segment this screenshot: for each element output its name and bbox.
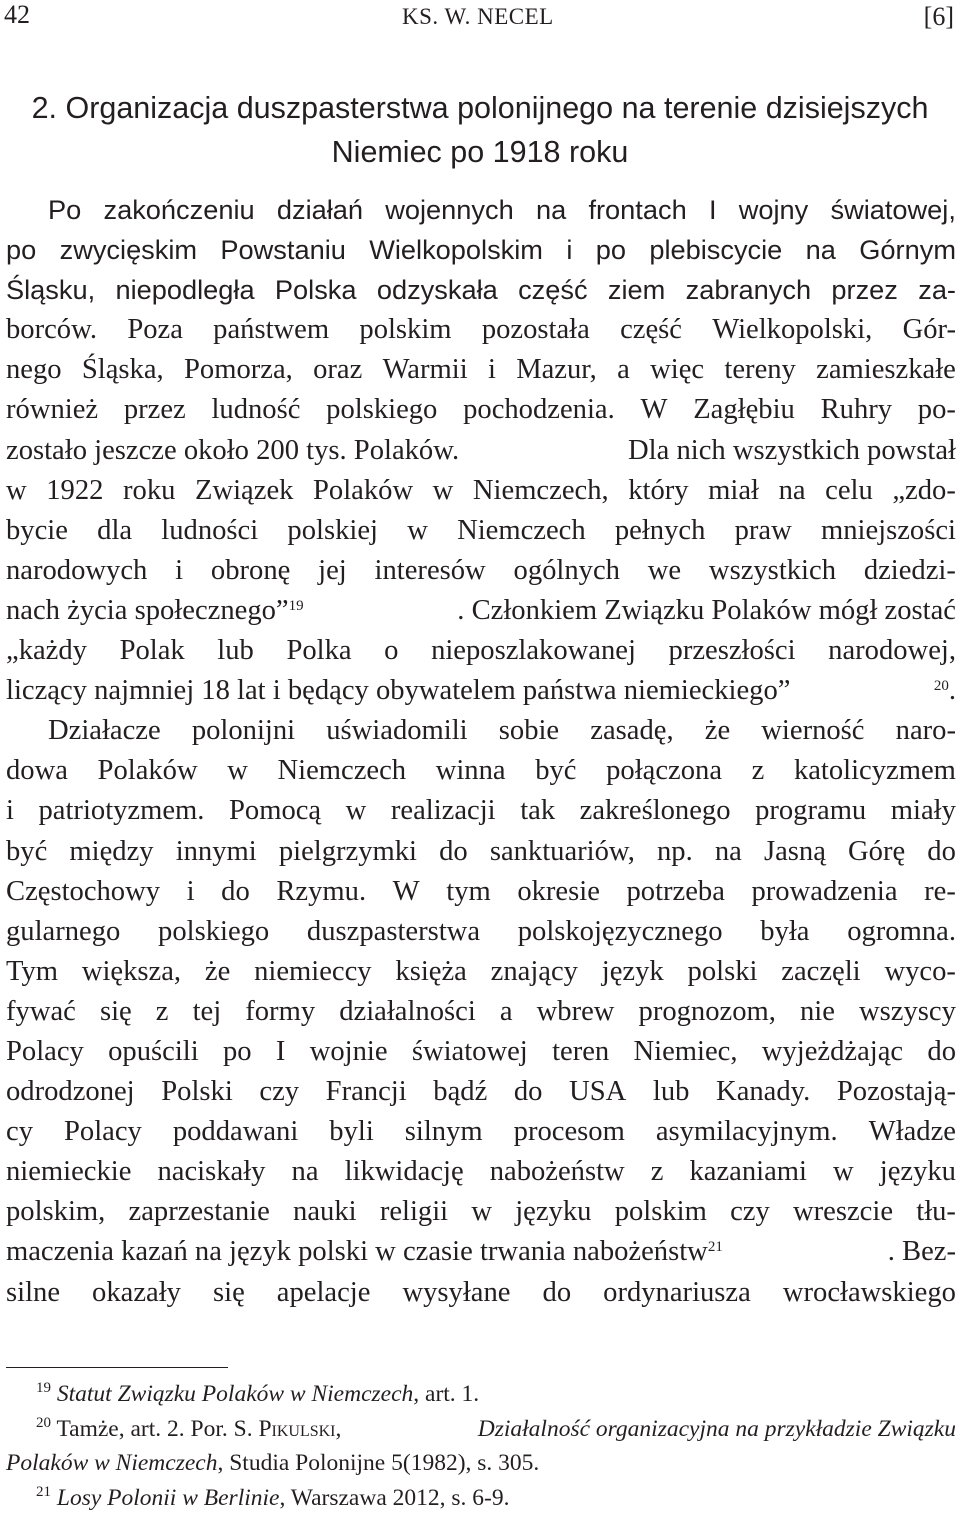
word: również — [6, 390, 98, 430]
word: wszystkich — [709, 551, 836, 591]
word: tłu- — [916, 1192, 956, 1232]
word: i — [187, 872, 195, 912]
word: ogromna. — [847, 912, 956, 952]
word: oraz — [313, 350, 362, 390]
word: się — [100, 992, 132, 1032]
word: Zagłębiu — [693, 390, 795, 430]
word: narodowych — [6, 551, 147, 591]
word: i — [6, 791, 14, 831]
word: zwycięskim — [60, 230, 197, 270]
word: Polaków — [98, 751, 198, 791]
text-line — [6, 872, 956, 912]
text-line — [6, 832, 956, 872]
word: ludności — [161, 511, 258, 551]
word: za- — [918, 270, 956, 310]
word: zasadę, — [590, 711, 673, 751]
word: tak — [520, 791, 555, 831]
word: dziedzi- — [864, 551, 956, 591]
word: do — [221, 872, 250, 912]
text-line — [6, 1112, 956, 1152]
section-ref: [6] — [924, 2, 954, 32]
word: pochodzenia. — [463, 390, 615, 430]
word: miał — [708, 471, 759, 511]
text-line — [6, 1152, 956, 1192]
word: w — [407, 511, 428, 551]
word: Tym — [6, 952, 58, 992]
word: zabranych — [686, 270, 811, 310]
word: dla — [97, 511, 132, 551]
word: Polka — [286, 631, 351, 671]
word: działalności — [339, 992, 476, 1032]
word: Polska — [275, 270, 357, 310]
text-line — [6, 751, 956, 791]
word: ziem — [608, 270, 665, 310]
footnote-text: Tamże, art. 2. Por. S. — [56, 1416, 252, 1442]
word: Polacy — [64, 1112, 142, 1152]
word: w — [433, 471, 454, 511]
word: we — [648, 551, 681, 591]
section-title — [0, 86, 960, 174]
word: jej — [318, 551, 347, 591]
text-fragment: nach życia społecznego” — [6, 595, 289, 626]
footnote-title: Działalność organizacyjna na przykładzie Związku — [478, 1412, 956, 1447]
footnote-20 — [6, 1412, 956, 1447]
text-line — [6, 1072, 956, 1112]
word: a — [500, 992, 513, 1032]
word: polskiego — [326, 390, 437, 430]
word: prowadzenia — [751, 872, 897, 912]
word: Górnym — [859, 230, 956, 270]
word: czy — [259, 1072, 299, 1112]
word: cy — [6, 1112, 33, 1152]
word: silnym — [405, 1112, 483, 1152]
word: do — [514, 1072, 543, 1112]
word: który — [628, 471, 688, 511]
word: teren — [552, 1032, 609, 1072]
text-span: . Członkiem Związku Polaków mógł zostać — [457, 591, 956, 631]
word: procesom — [514, 1112, 625, 1152]
word: Związek — [195, 471, 293, 511]
word: niepodległa — [115, 270, 254, 310]
footnote-number: 20 — [36, 1415, 51, 1431]
word: na — [536, 190, 566, 230]
word: 1922 — [46, 471, 103, 511]
word: działań — [277, 190, 363, 230]
word: o — [384, 631, 398, 671]
word: światowej, — [830, 190, 955, 230]
text-line — [6, 631, 956, 671]
word: Polacy — [6, 1032, 84, 1072]
word: Pomocą — [229, 791, 321, 831]
page-number: 42 — [4, 0, 30, 30]
footnote-lead: $^{20}$ Tamże, art. 2. Por. S. Pikulski, — [36, 1412, 341, 1447]
word: nabożeństw — [490, 1152, 625, 1192]
word: język — [602, 952, 664, 992]
word: większa, — [82, 952, 181, 992]
footnote-ref: 20 — [934, 678, 949, 694]
footnote-text: , Warszawa 2012, s. 6-9. — [279, 1485, 509, 1511]
word: wszyscy — [859, 992, 956, 1032]
word: Polaków — [313, 471, 413, 511]
footnote-title: Losy Polonii w Berlinie — [57, 1485, 280, 1511]
text-line — [6, 551, 956, 591]
word: między — [69, 832, 153, 872]
word: w — [227, 751, 248, 791]
word: celu — [825, 471, 873, 511]
text-span: . Bez- — [888, 1232, 956, 1272]
word: więc — [650, 350, 704, 390]
word: w — [833, 1152, 854, 1192]
footnote-21 — [6, 1481, 956, 1515]
word: nego — [6, 350, 62, 390]
word: fywać — [6, 992, 76, 1032]
word: wojnie — [310, 1032, 388, 1072]
word: się — [213, 1273, 245, 1313]
word: religii — [380, 1192, 448, 1232]
word: kazaniami — [690, 1152, 808, 1192]
word: polskojęzycznego — [518, 912, 723, 952]
word: Śląska, — [82, 350, 164, 390]
word: plebiscycie — [649, 230, 782, 270]
text-line — [6, 791, 956, 831]
word: część — [620, 310, 682, 350]
word: naciskały — [157, 1152, 265, 1192]
word: W — [640, 390, 667, 430]
footnote-ref: 19 — [289, 598, 304, 614]
text-span — [6, 591, 304, 631]
word: ogólnych — [514, 551, 620, 591]
text-line — [6, 431, 956, 471]
word: USA — [569, 1072, 626, 1112]
word: „każdy — [6, 631, 87, 671]
word: Pomorza, — [184, 350, 293, 390]
word: miały — [891, 791, 956, 831]
word: na — [715, 832, 742, 872]
word: niemieckie — [6, 1152, 131, 1192]
word: Gór- — [903, 310, 956, 350]
word: I — [709, 190, 717, 230]
word: Polski — [161, 1072, 233, 1112]
text-line — [6, 952, 956, 992]
word: pozostała — [482, 310, 590, 350]
word: Niemczech — [457, 511, 586, 551]
word: państwem — [213, 310, 329, 350]
word: roku — [123, 471, 175, 511]
section-title-line: 2. Organizacja duszpasterstwa polonijnego na terenie dzisiejszych — [0, 86, 960, 130]
word: asymilacyjnym. — [656, 1112, 838, 1152]
word: na — [779, 471, 806, 511]
word: wyco- — [884, 952, 955, 992]
word: praw — [735, 511, 792, 551]
footnote-ref: 21 — [708, 1239, 723, 1255]
word: czy — [730, 1192, 770, 1232]
word: likwidację — [345, 1152, 464, 1192]
text-line — [6, 912, 956, 952]
word: zaprzestanie — [129, 1192, 270, 1232]
word: np. — [657, 832, 693, 872]
word: a — [617, 350, 630, 390]
word: do — [927, 832, 956, 872]
word: Rzymu. — [276, 872, 366, 912]
word: Polak — [120, 631, 185, 671]
section-title-line: Niemiec po 1918 roku — [0, 130, 960, 174]
word: tym — [446, 872, 490, 912]
word: pełnych — [615, 511, 706, 551]
word: do — [543, 1273, 572, 1313]
text-line — [6, 992, 956, 1032]
text-line — [6, 270, 956, 310]
text-line — [6, 310, 956, 350]
word: być — [535, 751, 576, 791]
text-line — [6, 711, 956, 751]
text-fragment: maczenia kazań na język polski w czasie trwania nabożeństw — [6, 1236, 708, 1267]
word: Wielkopolski, — [712, 310, 872, 350]
text-line — [6, 1192, 956, 1232]
word: języku — [515, 1192, 591, 1232]
word: programu — [755, 791, 866, 831]
word: patriotyzmem. — [39, 791, 205, 831]
word: księża — [395, 952, 466, 992]
word: winna — [436, 751, 506, 791]
word: przez — [124, 390, 186, 430]
page-header — [0, 0, 960, 40]
word: ordynariusza — [603, 1273, 751, 1313]
word: Niemczech — [278, 751, 407, 791]
text-line — [6, 190, 956, 230]
word: obronę — [211, 551, 290, 591]
word: lub — [217, 631, 254, 671]
word: na — [806, 230, 836, 270]
word: zakończeniu — [104, 190, 255, 230]
word: Mazur, — [516, 350, 597, 390]
word: z — [752, 751, 765, 791]
word: Pozostają- — [837, 1072, 956, 1112]
word: wbrew — [537, 992, 615, 1032]
word: przeszłości — [669, 631, 796, 671]
text-line — [6, 471, 956, 511]
word: ludność — [211, 390, 300, 430]
text-line — [6, 1032, 956, 1072]
word: apelacje — [277, 1273, 371, 1313]
word: polski — [688, 952, 758, 992]
word: uświadomili — [326, 711, 467, 751]
word: do — [927, 1032, 956, 1072]
text-span: Dla nich wszystkich powstał — [628, 431, 956, 471]
word: lub — [653, 1072, 690, 1112]
word: Po — [48, 190, 81, 230]
text-line — [6, 1232, 956, 1272]
word: i — [566, 230, 572, 270]
word: Częstochowy — [6, 872, 160, 912]
word: była — [760, 912, 809, 952]
word: odrodzonej — [6, 1072, 135, 1112]
word: Władze — [869, 1112, 956, 1152]
word: znający — [491, 952, 578, 992]
text-span: liczący najmniej 18 lat i będący obywatelem państwa niemieckiego” — [6, 671, 790, 711]
text-span — [6, 1232, 723, 1272]
word: silne — [6, 1273, 60, 1313]
word: sanktuariów, — [490, 832, 635, 872]
word: Działacze — [48, 711, 161, 751]
word: że — [705, 711, 730, 751]
word: i — [175, 551, 183, 591]
word: realizacji — [391, 791, 496, 831]
text-line — [6, 1273, 956, 1313]
word: niemieccy — [254, 952, 372, 992]
text-line — [6, 671, 956, 711]
word: pielgrzymki — [279, 832, 417, 872]
word: zamieszkałe — [816, 350, 956, 390]
footnote-text: , art. 1. — [413, 1381, 479, 1407]
footnote-title: Statut Związku Polaków w Niemczech — [57, 1381, 413, 1407]
word: po — [223, 1032, 252, 1072]
word: na — [292, 1152, 319, 1192]
word: opuścili — [108, 1032, 199, 1072]
word: część — [518, 270, 588, 310]
word: Śląsku, — [6, 270, 95, 310]
word: w — [6, 471, 27, 511]
word: tej — [193, 992, 222, 1032]
word: mniejszości — [821, 511, 956, 551]
word: frontach — [588, 190, 686, 230]
footnote-divider — [6, 1367, 228, 1368]
word: nauki — [293, 1192, 357, 1232]
word: że — [205, 952, 230, 992]
word: z — [156, 992, 169, 1032]
word: być — [6, 832, 47, 872]
word: w — [346, 791, 367, 831]
word: wyjeżdżając — [762, 1032, 903, 1072]
word: polskiej — [287, 511, 378, 551]
word: Powstaniu — [220, 230, 345, 270]
word: odzyskała — [377, 270, 498, 310]
word: gularnego — [6, 912, 120, 952]
word: prognozom, — [639, 992, 776, 1032]
word: nieposzlakowanej — [431, 631, 636, 671]
body-text — [6, 190, 956, 1313]
word: poddawani — [173, 1112, 298, 1152]
word: zakreślonego — [580, 791, 731, 831]
word: po — [596, 230, 626, 270]
word: interesów — [375, 551, 486, 591]
word: połączona — [606, 751, 722, 791]
word: nie — [800, 992, 835, 1032]
word: wierność — [761, 711, 864, 751]
word: Warmii — [383, 350, 468, 390]
word: Niemczech, — [473, 471, 609, 511]
word: po — [6, 230, 36, 270]
word: po- — [918, 390, 956, 430]
footnote-author: Pikulski — [258, 1416, 335, 1442]
footnote-title: Polaków w Niemczech — [6, 1450, 217, 1476]
word: Kanady. — [716, 1072, 810, 1112]
text-fragment: . — [949, 675, 956, 706]
word: wojny — [739, 190, 809, 230]
word: dowa — [6, 751, 68, 791]
footnote-text: , Studia Polonijne 5(1982), s. 305. — [217, 1450, 539, 1476]
word: potrzeba — [626, 872, 724, 912]
word: Francji — [326, 1072, 407, 1112]
word: wysyłane — [402, 1273, 510, 1313]
text-line — [6, 390, 956, 430]
word: byli — [329, 1112, 373, 1152]
text-span: zostało jeszcze około 200 tys. Polaków. — [6, 431, 459, 471]
word: Górę — [848, 832, 905, 872]
word: Wielkopolskim — [369, 230, 543, 270]
word: przez — [831, 270, 897, 310]
word: narodowej, — [828, 631, 956, 671]
word: okazały — [92, 1273, 181, 1313]
word: polskiego — [158, 912, 269, 952]
word: zaczęli — [781, 952, 860, 992]
word: formy — [245, 992, 315, 1032]
text-line — [6, 511, 956, 551]
word: polskim — [359, 310, 451, 350]
text-line — [6, 591, 956, 631]
footnote-number: 19 — [36, 1380, 51, 1396]
word: sobie — [499, 711, 559, 751]
word: wojennych — [385, 190, 513, 230]
word: naro- — [896, 711, 956, 751]
footnote-number: 21 — [36, 1484, 51, 1500]
word: Niemiec, — [634, 1032, 738, 1072]
word: do — [439, 832, 468, 872]
word: „zdo- — [892, 471, 956, 511]
word: innymi — [176, 832, 257, 872]
word: I — [276, 1032, 286, 1072]
word: z — [651, 1152, 664, 1192]
word: Jasną — [764, 832, 826, 872]
text-span — [934, 671, 956, 711]
word: okresie — [517, 872, 600, 912]
word: polskim — [615, 1192, 707, 1232]
word: tereny — [724, 350, 795, 390]
word: światowej — [412, 1032, 528, 1072]
word: wrocławskiego — [783, 1273, 956, 1313]
running-head: KS. W. NECEL — [402, 4, 554, 30]
word: wreszcie — [793, 1192, 893, 1232]
word: Poza — [127, 310, 183, 350]
word: Ruhry — [821, 390, 892, 430]
text-line — [6, 230, 956, 270]
word: w — [471, 1192, 492, 1232]
word: bądź — [433, 1072, 487, 1112]
text-line — [6, 350, 956, 390]
word: i — [488, 350, 496, 390]
word: polskim, — [6, 1192, 105, 1232]
footnote-20-cont — [6, 1446, 956, 1481]
word: polonijni — [192, 711, 295, 751]
footnote-19 — [6, 1377, 956, 1412]
word: języku — [880, 1152, 956, 1192]
word: borców. — [6, 310, 97, 350]
word: katolicyzmem — [794, 751, 956, 791]
word: re- — [924, 872, 956, 912]
word: bycie — [6, 511, 68, 551]
word: W — [393, 872, 420, 912]
footnotes — [6, 1377, 956, 1515]
word: duszpasterstwa — [307, 912, 480, 952]
